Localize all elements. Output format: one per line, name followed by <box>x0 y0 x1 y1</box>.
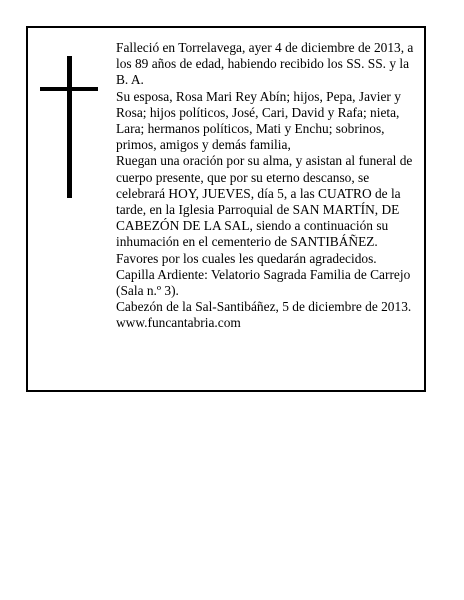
chapel-info: Capilla Ardiente: Velatorio Sagrada Familia de Carrejo (Sala n.º 3). <box>116 266 411 299</box>
latin-cross-icon <box>40 56 98 198</box>
place-date-line: Cabezón de la Sal-Santibáñez, 5 de diciembre de 2013. <box>116 299 412 315</box>
thanks-line: Favores por los cuales les quedarán agradecidos. <box>116 250 377 266</box>
notice-text <box>116 40 420 332</box>
family-list: Su esposa, Rosa Mari Rey Abín; hijos, Pepa, Javier y Rosa; hijos políticos, José, Cari, David y Rafa; nieta, Lara; hermanos políticos, Mati y Enchu; sobrinos, primos, amigos y demás familia, <box>116 88 401 153</box>
cross-horizontal-bar <box>40 87 98 91</box>
obituary-notice <box>26 26 426 392</box>
cross-vertical-bar <box>67 56 72 198</box>
death-announcement: Falleció en Torrelavega, ayer 4 de diciembre de 2013, a los 89 años de edad, habiendo recibido los SS. SS. y la B. A. <box>116 40 414 88</box>
website-link[interactable]: www.funcantabria.com <box>116 315 241 331</box>
funeral-details: Ruegan una oración por su alma, y asistan al funeral de cuerpo presente, que por su eterno descanso, se celebrará HOY, JUEVES, día 5, a las CUATRO de la tarde, en la Iglesia Parroquial de SAN MARTÍN, DE CABEZÓN DE LA SAL, siendo a continuación su inhumación en el cementerio de SANTIBÁÑEZ. <box>116 153 413 250</box>
